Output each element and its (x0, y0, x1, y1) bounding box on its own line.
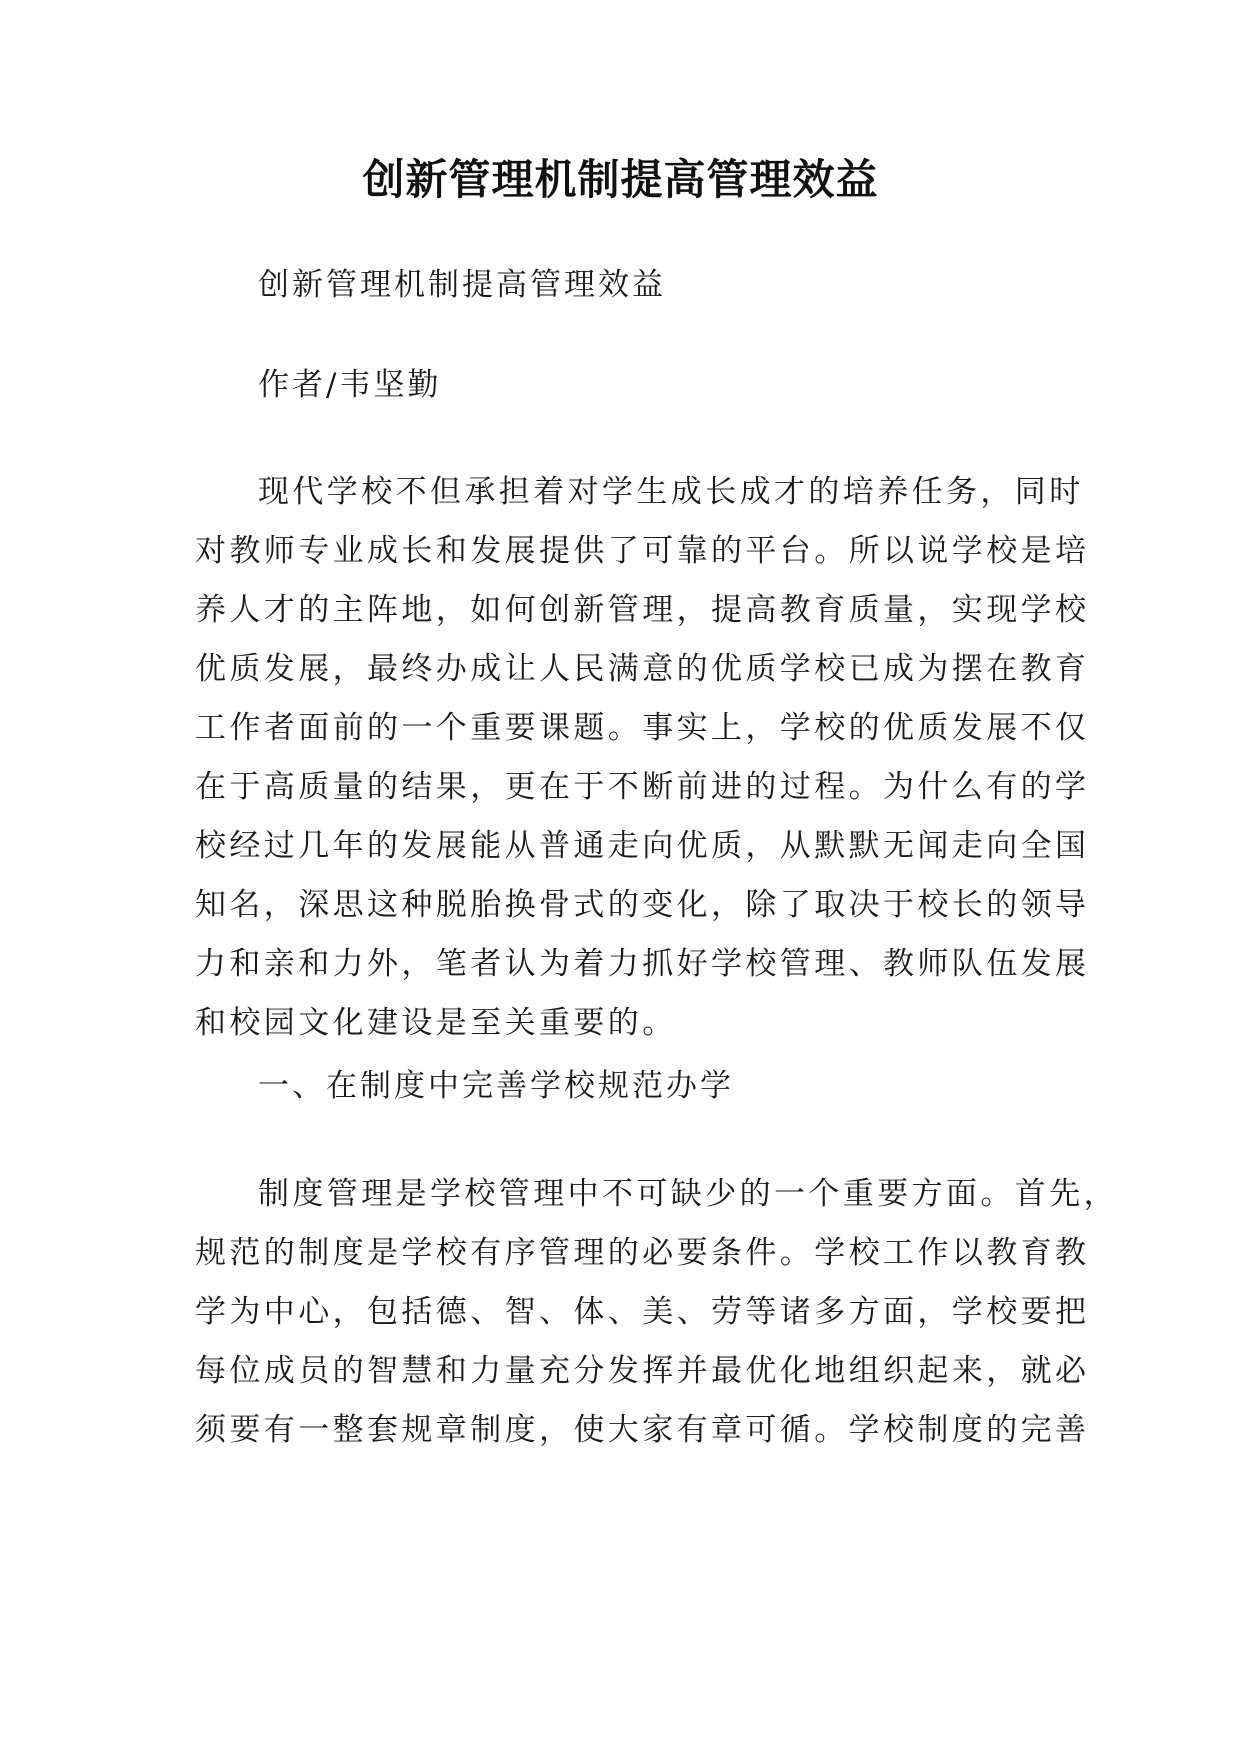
paragraph-line: 优质发展，最终办成让人民满意的优质学校已成为摆在教育 (195, 651, 1090, 687)
paragraph-line: 工作者面前的一个重要课题。事实上，学校的优质发展不仅 (195, 710, 1090, 746)
intro-paragraph (195, 463, 1090, 1053)
paragraph-line: 每位成员的智慧和力量充分发挥并最优化地组织起来，就必 (195, 1353, 1090, 1389)
paragraph-line: 力和亲和力外，笔者认为着力抓好学校管理、教师队伍发展 (195, 946, 1090, 982)
section-paragraph (195, 1165, 1118, 1460)
paragraph-line: 现代学校不但承担着对学生成长成才的培养任务，同时 (258, 474, 1084, 510)
article-author: 作者/韦坚勤 (258, 367, 442, 403)
section-heading: 一、在制度中完善学校规范办学 (258, 1068, 734, 1104)
article-subtitle: 创新管理机制提高管理效益 (258, 267, 666, 303)
paragraph-line: 对教师专业成长和发展提供了可靠的平台。所以说学校是培 (195, 533, 1090, 569)
document-title: 创新管理机制提高管理效益 (362, 155, 879, 204)
paragraph-line: 校经过几年的发展能从普通走向优质，从默默无闻走向全国 (195, 828, 1090, 864)
paragraph-line: 规范的制度是学校有序管理的必要条件。学校工作以教育教 (195, 1235, 1090, 1271)
paragraph-line: 学为中心，包括德、智、体、美、劳等诸多方面，学校要把 (195, 1294, 1090, 1330)
paragraph-line: 在于高质量的结果，更在于不断前进的过程。为什么有的学 (195, 769, 1090, 805)
paragraph-line: 和校园文化建设是至关重要的。 (195, 1005, 677, 1041)
paragraph-line: 制度管理是学校管理中不可缺少的一个重要方面。首先， (258, 1176, 1118, 1212)
paragraph-line: 养人才的主阵地，如何创新管理，提高教育质量，实现学校 (195, 592, 1090, 628)
paragraph-line: 知名，深思这种脱胎换骨式的变化，除了取决于校长的领导 (195, 887, 1090, 923)
paragraph-line: 须要有一整套规章制度，使大家有章可循。学校制度的完善 (195, 1412, 1090, 1448)
